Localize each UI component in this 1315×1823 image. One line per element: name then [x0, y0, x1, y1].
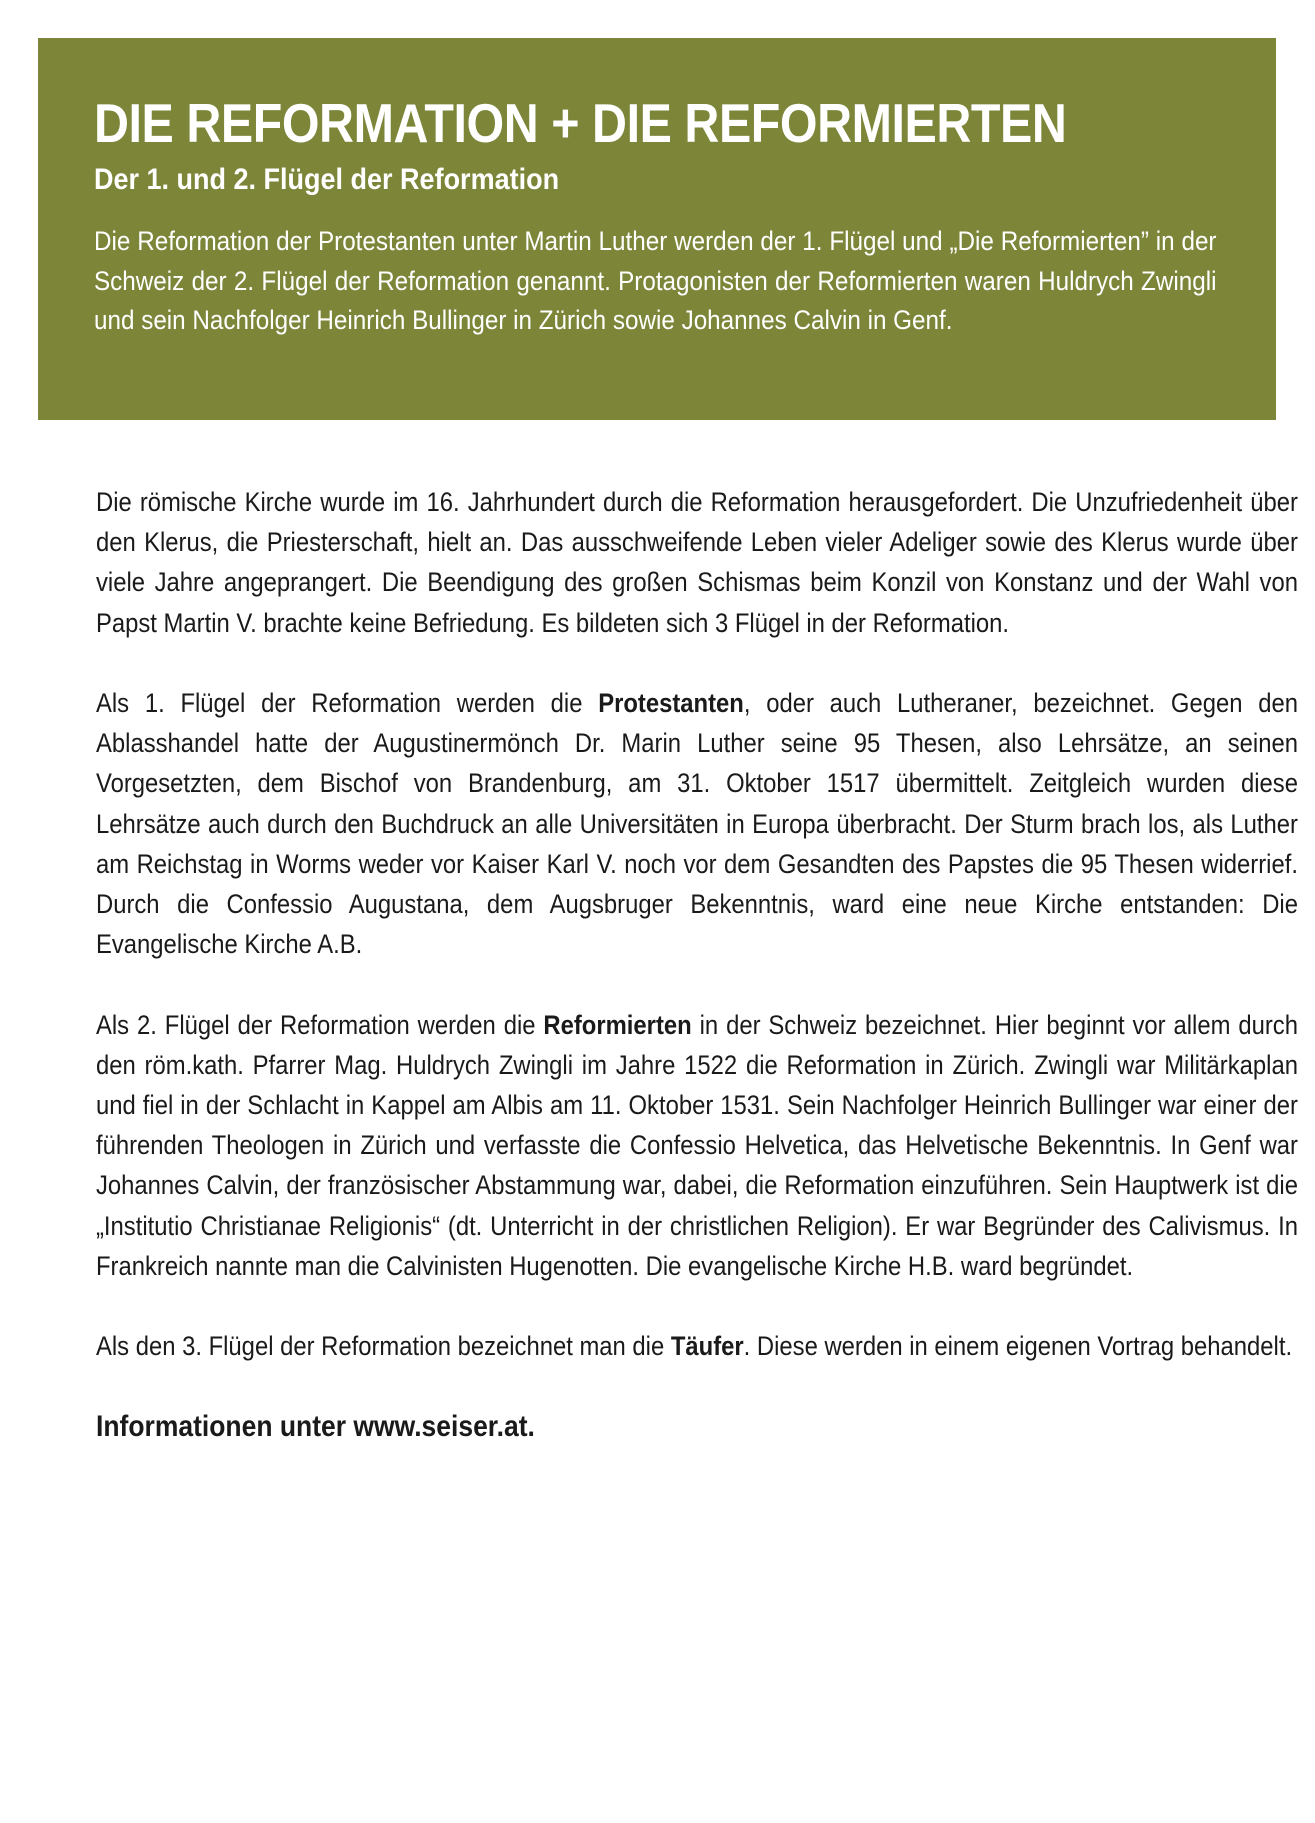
paragraph-reformed: [96, 1005, 1298, 1286]
text-run: Als 2. Flügel der Reformation werden die: [96, 1009, 544, 1040]
intro-paragraph: Die Reformation der Protestanten unter Martin Luther werden der 1. Flügel und „Die Reformierten” in der Schweiz der 2. Flügel der Reformation genannt. Protagonisten der Reformierten waren Huldrych Zwingli und sein Nachfolger Heinrich Bullinger in Zürich sowie Johannes Calvin in Genf.: [94, 226, 1217, 335]
text-run: Als 1. Flügel der Reformation werden die: [96, 688, 599, 718]
term-protestanten: Protestanten: [598, 688, 744, 718]
paragraph-protestants: [96, 683, 1298, 964]
page-subtitle: Der 1. und 2. Flügel der Reformation: [94, 163, 560, 196]
term-taeufer: Täufer: [670, 1331, 744, 1362]
main-content: [96, 482, 1298, 1487]
page-title: DIE REFORMATION + DIE REFORMIERTEN: [94, 92, 1067, 154]
term-reformierten: Reformierten: [543, 1009, 692, 1040]
paragraph-anabaptists: [96, 1326, 1298, 1366]
text-run: Als den 3. Flügel der Reformation bezeichnet man die: [96, 1331, 671, 1362]
header-box: [38, 38, 1276, 420]
paragraph-roman-church: Die römische Kirche wurde im 16. Jahrhundert durch die Reformation herausgefordert. Die Unzufriedenheit über den Klerus, die Priesterschaft, hielt an. Das ausschweifende Leben vieler Adeliger sowie des Klerus wurde über viele Jahre angeprangert. Die Beendigung des großen Schismas beim Konzil von Konstanz und der Wahl von Papst Martin V. brachte keine Befriedung. Es bildeten sich 3 Flügel in der Reformation.: [96, 487, 1298, 638]
info-line: Informationen unter www.seiser.at.: [96, 1409, 535, 1443]
text-run: , oder auch Lutheraner, bezeichnet. Gegen den Ablasshandel hatte der Augustinermönch Dr. Marin Luther seine 95 Thesen, also Lehrsätze, an seinen Vorgesetzten, dem Bischof von Brandenburg, am 31. Oktober 1517 übermittelt. Zeitgleich wurden diese Lehrsätze auch durch den Buchdruck an alle Universitäten in Europa überbracht. Der Sturm brach los, als Luther am Reichstag in Worms weder vor Kaiser Karl V. noch vor dem Gesandten des Papstes die 95 Thesen widerrief. Durch die Confessio Augustana, dem Augsbruger Bekenntnis, ward eine neue Kirche entstanden: Die Evangelische Kirche A.B.: [96, 688, 1298, 960]
text-run: in der Schweiz bezeichnet. Hier beginnt vor allem durch den röm.kath. Pfarrer Mag. Huldrych Zwingli im Jahre 1522 die Reformation in Zürich. Zwingli war Militärkaplan und fiel in der Schlacht in Kappel am Albis am 11. Oktober 1531. Sein Nachfolger Heinrich Bullinger war einer der führenden Theologen in Zürich und verfasste die Confessio Helvetica, das Helvetische Bekenntnis. In Genf war Johannes Calvin, der französischer Abstammung war, dabei, die Reformation einzuführen. Sein Hauptwerk ist die „Institutio Christianae Religionis“ (dt. Unterricht in der christlichen Religion). Er war Begründer des Calivismus. In Frankreich nannte man die Calvinisten Hugenotten. Die evangelische Kirche H.B. ward begründet.: [96, 1009, 1298, 1281]
text-run: . Diese werden in einem eigenen Vortrag behandelt.: [743, 1331, 1293, 1362]
